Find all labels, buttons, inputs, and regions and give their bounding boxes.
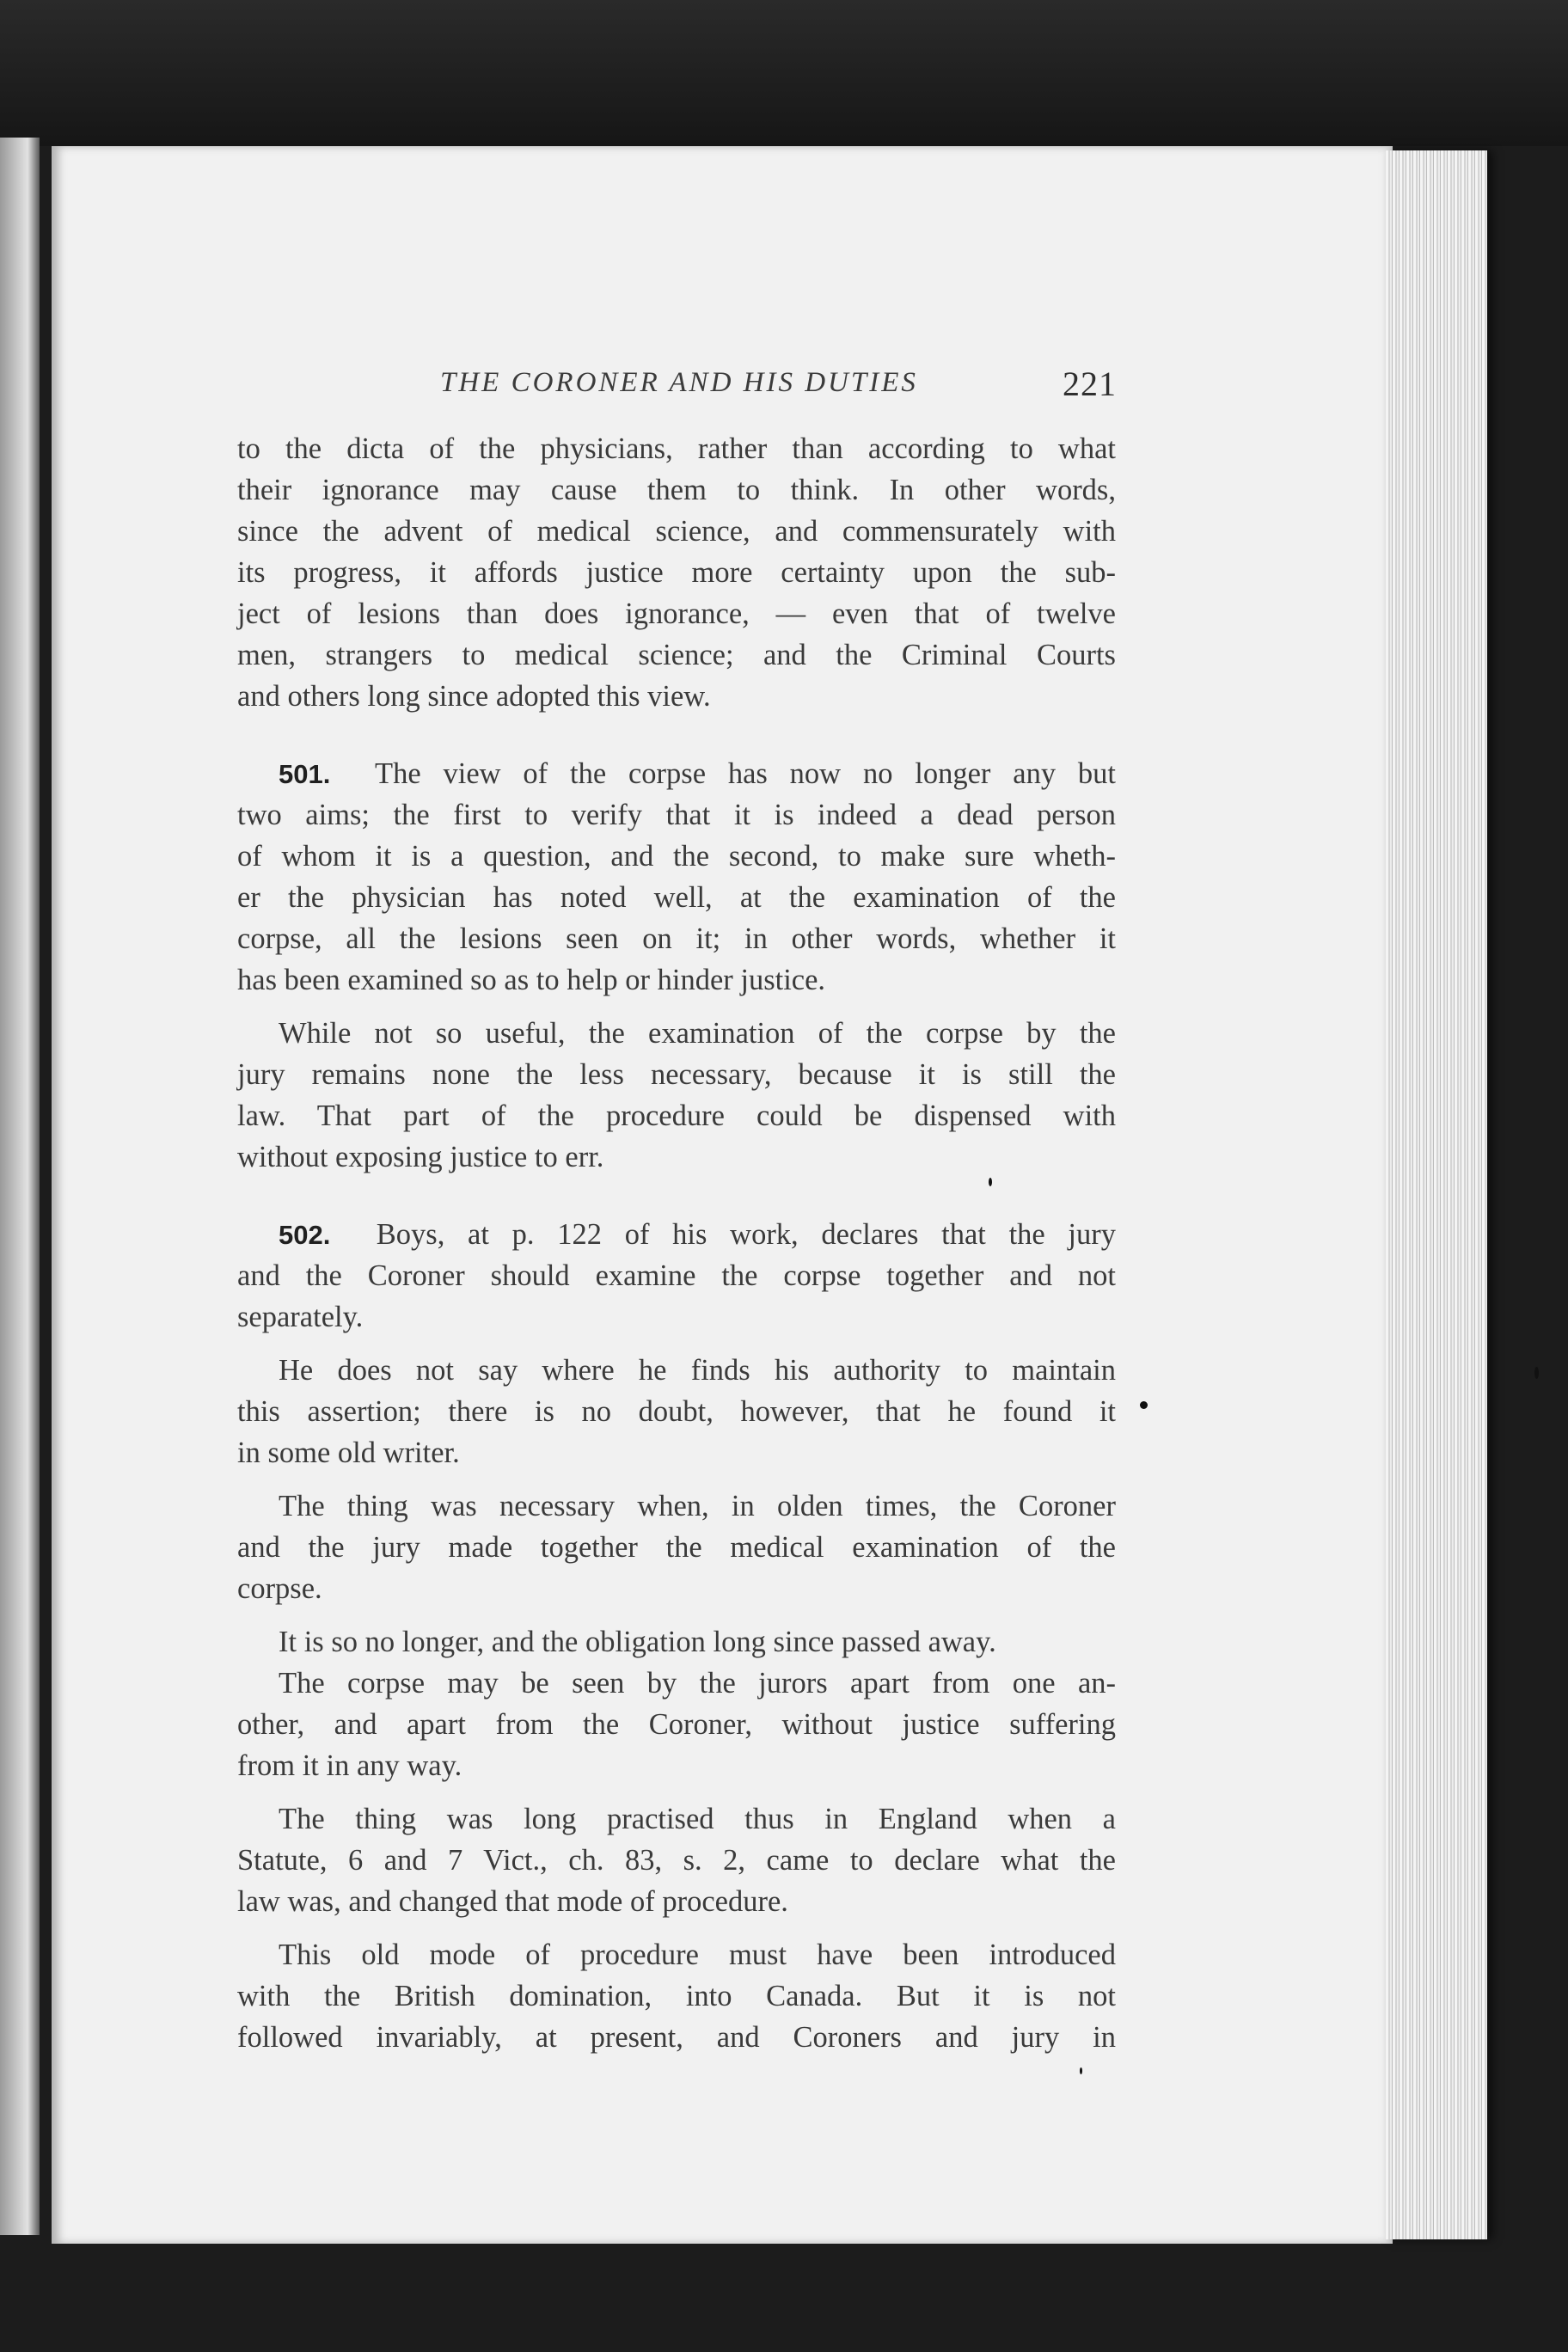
- text-line: without exposing justice to err.: [237, 1141, 604, 1173]
- text-line: and the Coroner should examine the corpse together and not: [237, 1259, 1116, 1292]
- text-line: While not so useful, the examination of the corpse by the: [279, 1017, 1116, 1050]
- paragraph: [237, 1621, 1116, 1663]
- text-line: its progress, it affords justice more certainty upon the sub-: [237, 556, 1116, 589]
- dust-speck: [1534, 1367, 1539, 1379]
- text-line: jury remains none the less necessary, because it is still the: [237, 1058, 1116, 1091]
- text-line: this assertion; there is no doubt, however, that he found it: [237, 1395, 1116, 1428]
- text-line: corpse.: [237, 1572, 322, 1605]
- page-number: 221: [1063, 364, 1117, 403]
- text-line: since the advent of medical science, and commensurately with: [237, 515, 1116, 548]
- paragraph: [237, 1798, 1116, 1922]
- dust-speck: [989, 1178, 992, 1186]
- text-line: men, strangers to medical science; and the Criminal Courts: [237, 639, 1116, 671]
- text-line: in some old writer.: [237, 1436, 460, 1469]
- text-line: The corpse may be seen by the jurors apart from one an-: [279, 1667, 1116, 1700]
- paragraph: [237, 1934, 1116, 2058]
- text-line: ject of lesions than does ignorance, — even that of twelve: [237, 597, 1116, 630]
- scan-background: [0, 0, 1568, 146]
- facing-page-edge: [0, 138, 40, 2235]
- text-line: This old mode of procedure must have been introduced: [279, 1939, 1116, 1971]
- running-title: THE CORONER AND HIS DUTIES: [440, 367, 918, 398]
- text-line: and the jury made together the medical examination of the: [237, 1531, 1116, 1564]
- text-line: The thing was necessary when, in olden times, the Coroner: [279, 1490, 1116, 1522]
- text-line: law. That part of the procedure could be dispensed with: [237, 1099, 1116, 1132]
- paragraph: [237, 1485, 1116, 1609]
- text-line: He does not say where he finds his authority to maintain: [279, 1354, 1116, 1387]
- text-line: er the physician has noted well, at the examination of the: [237, 881, 1116, 914]
- text-line: to the dicta of the physicians, rather than according to what: [237, 432, 1116, 465]
- text-line: their ignorance may cause them to think. In other words,: [237, 474, 1116, 506]
- text-line: The thing was long practised thus in England when a: [279, 1803, 1116, 1835]
- text-line: The view of the corpse has now no longer any but: [375, 757, 1116, 790]
- body-text: [237, 428, 1116, 2058]
- text-line: other, and apart from the Coroner, without justice suffering: [237, 1708, 1116, 1741]
- text-line: corpse, all the lesions seen on it; in other words, whether it: [237, 922, 1116, 955]
- section-number: 502.: [279, 1220, 331, 1250]
- section-501: [237, 753, 1116, 1001]
- text-line: two aims; the first to verify that it is indeed a dead person: [237, 799, 1116, 831]
- paragraph: [237, 1350, 1116, 1473]
- text-line: has been examined so as to help or hinder justice.: [237, 964, 826, 996]
- page-block-edges: [1386, 150, 1487, 2239]
- text-line: Statute, 6 and 7 Vict., ch. 83, s. 2, came to declare what the: [237, 1844, 1116, 1877]
- paragraph: [237, 428, 1116, 717]
- paragraph: [237, 1013, 1116, 1178]
- text-line: Boys, at p. 122 of his work, declares that the jury: [376, 1218, 1116, 1251]
- text-line: law was, and changed that mode of procedure.: [237, 1885, 788, 1918]
- section-number: 501.: [279, 759, 331, 789]
- dust-speck: [1140, 1401, 1148, 1409]
- text-line: and others long since adopted this view.: [237, 680, 711, 713]
- text-line: followed invariably, at present, and Coroners and jury in: [237, 2021, 1116, 2054]
- text-line: from it in any way.: [237, 1749, 462, 1782]
- text-line: It is so no longer, and the obligation long since passed away.: [279, 1626, 996, 1658]
- dust-speck: [1080, 2067, 1082, 2074]
- section-502: [237, 1214, 1116, 1338]
- text-line: separately.: [237, 1301, 364, 1333]
- text-line: of whom it is a question, and the second, to make sure wheth-: [237, 840, 1116, 873]
- paragraph: [237, 1663, 1116, 1786]
- text-line: with the British domination, into Canada. But it is not: [237, 1980, 1116, 2012]
